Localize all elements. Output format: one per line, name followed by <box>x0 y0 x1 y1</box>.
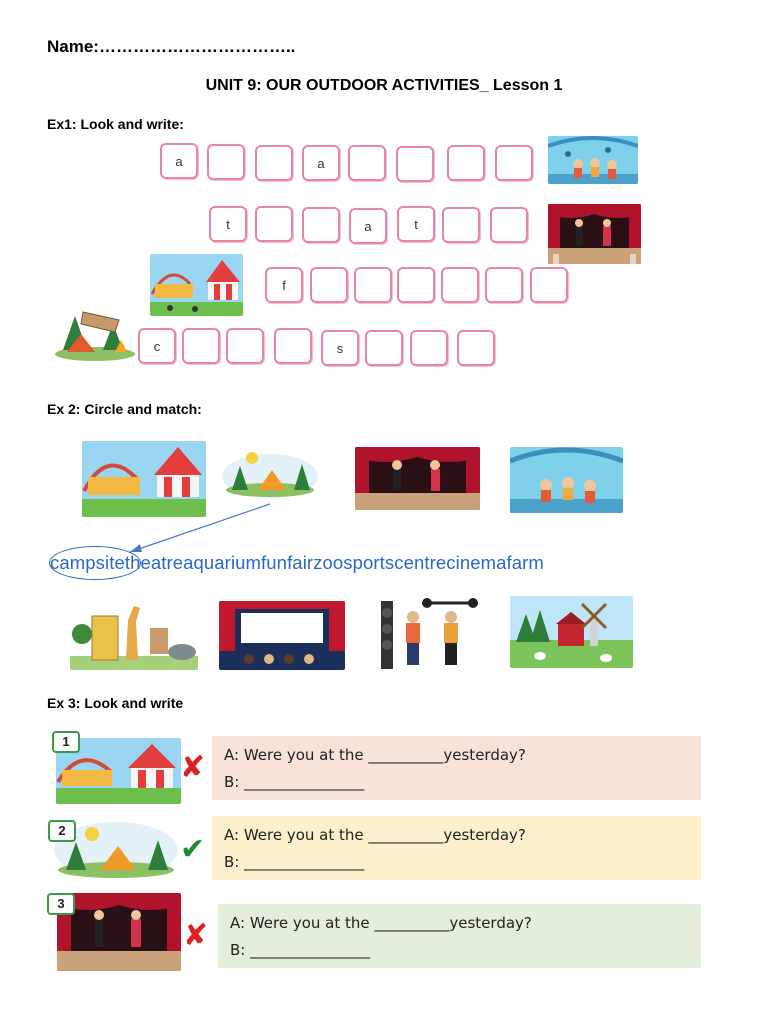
letter-box[interactable]: c <box>138 328 176 364</box>
item-number: 1 <box>52 731 80 753</box>
letter-box[interactable]: a <box>302 145 340 181</box>
letter-box[interactable] <box>226 328 264 364</box>
letter-box[interactable]: f <box>265 267 303 303</box>
page-title: UNIT 9: OUR OUTDOOR ACTIVITIES_ Lesson 1 <box>205 77 563 94</box>
letter-box[interactable] <box>495 145 533 181</box>
letter-box[interactable] <box>530 267 568 303</box>
theatre-picture <box>548 204 641 264</box>
letter-box[interactable] <box>302 207 340 243</box>
cinema-picture <box>219 601 345 670</box>
letter-box[interactable] <box>397 267 435 303</box>
ex1-heading: Ex1: Look and write: <box>47 116 184 132</box>
letter-box[interactable] <box>441 267 479 303</box>
aquarium-picture <box>548 136 638 184</box>
word-strip[interactable]: campsitetheatreaquariumfunfairzoosportscentrecinemafarm <box>50 552 544 573</box>
letter-box[interactable] <box>255 206 293 242</box>
theatre-picture <box>57 893 181 971</box>
dialogue-panel-2 <box>212 816 701 880</box>
letter-box[interactable] <box>490 207 528 243</box>
campsite-picture <box>53 294 137 362</box>
letter-box[interactable] <box>348 145 386 181</box>
letter-box[interactable] <box>410 330 448 366</box>
zoo-picture <box>70 600 198 670</box>
answer-line[interactable]: B: ________________ <box>230 941 371 959</box>
question-line[interactable]: A: Were you at the __________yesterday? <box>224 826 526 844</box>
dialogue-panel-3 <box>218 904 701 968</box>
check-icon: ✔ <box>180 832 206 867</box>
sports-centre-picture <box>379 595 480 671</box>
letter-box[interactable] <box>485 267 523 303</box>
letter-box[interactable] <box>182 328 220 364</box>
answer-line[interactable]: B: ________________ <box>224 853 365 871</box>
letter-box[interactable] <box>310 267 348 303</box>
letter-box[interactable]: a <box>160 143 198 179</box>
cross-icon: ✘ <box>180 750 206 785</box>
letter-box[interactable] <box>207 144 245 180</box>
aquarium-picture <box>510 447 623 513</box>
theatre-picture <box>355 447 480 510</box>
letter-box[interactable] <box>447 145 485 181</box>
letter-box[interactable] <box>274 328 312 364</box>
letter-box[interactable]: a <box>349 208 387 244</box>
ex3-heading: Ex 3: Look and write <box>47 695 184 711</box>
item-number: 2 <box>48 820 76 842</box>
letter-box[interactable] <box>354 267 392 303</box>
ex2-heading: Ex 2: Circle and match: <box>47 401 202 417</box>
letter-box[interactable] <box>457 330 495 366</box>
cross-icon: ✘ <box>183 918 209 953</box>
letter-box[interactable] <box>396 146 434 182</box>
farm-picture <box>510 596 633 668</box>
letter-box[interactable]: t <box>209 206 247 242</box>
match-arrow <box>120 500 280 560</box>
answer-line[interactable]: B: ________________ <box>224 773 365 791</box>
letter-box[interactable]: t <box>397 206 435 242</box>
letter-box[interactable]: s <box>321 330 359 366</box>
letter-box[interactable] <box>255 145 293 181</box>
letter-box[interactable] <box>365 330 403 366</box>
campsite-picture <box>222 446 319 498</box>
funfair-picture <box>150 254 243 316</box>
question-line[interactable]: A: Were you at the __________yesterday? <box>224 746 526 764</box>
name-label: Name:…………………………….. <box>47 37 296 56</box>
question-line[interactable]: A: Were you at the __________yesterday? <box>230 914 532 932</box>
dialogue-panel-1 <box>212 736 701 800</box>
item-number: 3 <box>47 893 75 915</box>
letter-box[interactable] <box>442 207 480 243</box>
